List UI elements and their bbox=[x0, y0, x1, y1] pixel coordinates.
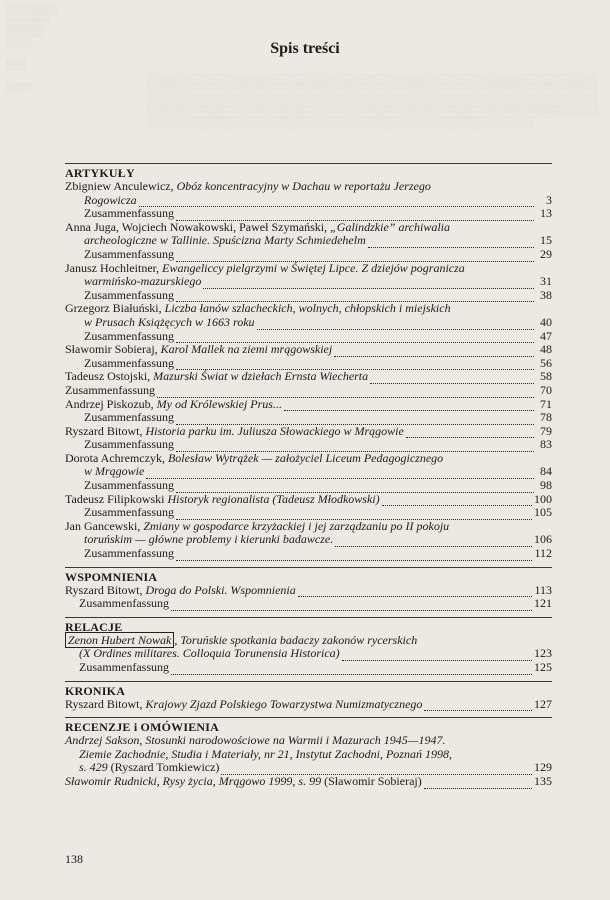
toc-entry-line2 bbox=[65, 194, 552, 208]
leader-dots bbox=[382, 496, 532, 506]
summary-page: 78 bbox=[540, 410, 552, 425]
summary-label: Zusammenfassung bbox=[84, 207, 174, 221]
entry-author: Sławomir Sobieraj, bbox=[65, 343, 158, 357]
entry-author: Ryszard Bitowt, bbox=[65, 697, 143, 711]
toc-entry-line1 bbox=[65, 262, 552, 276]
entry-author: Grzegorz Białuński, bbox=[65, 301, 162, 316]
bleed-through-text: ░░░░░░░░░░░░░░░░░░░░░░░░░░░░░░░░░░░░░░░░░░░░░░░░░░░░░░░░░░░░░░░░ ░░░░░░░░░░░░░░░░░░░░░░░░░░░░░░░░░░░░░░░░░░░░░░░░░░░░░░░░░░░░░░░░ ░░░░░░░░░░░░░░░░░░░░░░░░░░░░░░░░░░░░░░░░░░░░░░░░░░░░░░░░░░░░░░░░ ░░░░░░░░░░░░░░░░░░░░░░░░░░░░░░░░░░░░░░░░░░░░░░░░░░░░░░░░░░░░░░░░ ░░░░░░░░░░░░░░░░░░░░░░░░░░░░░░░░░░░░░░░░░░░░░░░░░░░░░░░ bbox=[145, 74, 599, 129]
entry-page: 106 bbox=[534, 532, 552, 547]
toc-item bbox=[65, 302, 552, 343]
summary-entry bbox=[65, 289, 552, 303]
summary-label: Zusammenfassung bbox=[79, 597, 169, 611]
leader-dots bbox=[176, 360, 534, 370]
entry-title: My od Królewskiej Prus... bbox=[156, 397, 282, 411]
review-title: Sławomir Rudnicki, Rysy życia, Mrągowo 1999, s. 99 bbox=[65, 774, 322, 788]
summary-page: 38 bbox=[540, 287, 552, 302]
entry-page: 71 bbox=[540, 396, 552, 411]
leader-dots bbox=[284, 401, 534, 411]
toc-entry-line2 bbox=[65, 316, 552, 330]
summary-entry bbox=[65, 248, 552, 262]
summary-entry bbox=[65, 506, 552, 520]
entry-title: Krajowy Zjazd Polskiego Towarzystwa Numizmatycznego bbox=[145, 697, 423, 711]
bleed-through-margin: ░░░░░░░░ ░░░░░░░ ░░░░░░ ░░░░ ░░░ ░░░░ bbox=[6, 4, 58, 91]
entry-author: Jan Gancewski, bbox=[65, 518, 141, 533]
toc-entry bbox=[65, 425, 552, 439]
summary-entry bbox=[65, 661, 552, 675]
entry-page: 48 bbox=[540, 342, 552, 357]
summary-label: Zusammenfassung bbox=[79, 661, 169, 674]
section-heading: ARTYKUŁY bbox=[65, 166, 135, 180]
toc-item bbox=[65, 452, 552, 493]
leader-dots bbox=[203, 279, 534, 289]
summary-label: Zusammenfassung bbox=[84, 329, 174, 343]
review-reviewer: (Ryszard Tomkiewicz) bbox=[110, 761, 220, 775]
entry-title: Historyk regionalista (Tadeusz Młodkowski) bbox=[167, 492, 380, 506]
review-pages: s. 429 bbox=[79, 761, 108, 775]
leader-dots bbox=[257, 320, 534, 330]
entry-page: 40 bbox=[540, 314, 552, 329]
toc-item bbox=[65, 180, 552, 221]
toc-entry-line1 bbox=[65, 452, 552, 466]
entry-title: Bolesław Wytrążek — założyciel Liceum Pedagogicznego bbox=[167, 450, 444, 465]
toc-entry-line1 bbox=[65, 180, 552, 194]
summary-page: 83 bbox=[540, 437, 552, 452]
review-entry bbox=[65, 775, 552, 789]
entry-page: 31 bbox=[540, 274, 552, 289]
toc-entry-line2 bbox=[65, 533, 552, 547]
leader-dots bbox=[157, 388, 534, 398]
summary-label: Zusammenfassung bbox=[84, 479, 174, 493]
leader-dots bbox=[171, 601, 532, 611]
review-line: Andrzej Sakson, Stosunki narodowościowe na Warmii i Mazurach 1945—1947. bbox=[65, 733, 446, 748]
entry-page: 15 bbox=[540, 233, 552, 248]
leader-dots bbox=[370, 374, 534, 384]
entry-title-cont: warmińsko-mazurskiego bbox=[84, 275, 202, 289]
leader-dots bbox=[368, 238, 534, 248]
leader-dots bbox=[298, 587, 533, 597]
summary-entry bbox=[65, 438, 552, 452]
table-of-contents bbox=[65, 163, 552, 789]
section-kronika bbox=[65, 681, 552, 712]
toc-item bbox=[65, 425, 552, 452]
entry-author: Ryszard Bitowt, bbox=[65, 424, 143, 438]
entry-page: 113 bbox=[534, 582, 552, 597]
toc-item bbox=[65, 221, 552, 262]
toc-entry-line1 bbox=[65, 302, 552, 316]
entry-page: 123 bbox=[534, 646, 552, 661]
summary-entry bbox=[65, 207, 552, 221]
entry-title: Historia parku im. Juliusza Słowackiego w Mrągowie bbox=[145, 424, 404, 438]
summary-label: Zusammenfassung bbox=[84, 288, 174, 302]
toc-entry-line1 bbox=[65, 221, 552, 235]
entry-title: Droga do Polski. Wspomnienia bbox=[145, 583, 296, 597]
summary-page: 105 bbox=[534, 505, 552, 520]
entry-author: Tadeusz Filipkowski bbox=[65, 492, 165, 506]
entry-title-cont: w Prusach Książęcych w 1663 roku bbox=[84, 315, 255, 329]
summary-page: 121 bbox=[534, 596, 552, 611]
summary-label: Zusammenfassung bbox=[84, 506, 174, 520]
toc-item bbox=[65, 398, 552, 425]
summary-page: 13 bbox=[540, 206, 552, 221]
entry-page: 84 bbox=[540, 464, 552, 479]
review-entry bbox=[65, 761, 552, 775]
section-relacje bbox=[65, 617, 552, 675]
entry-title: „Galindzkie” archiwalia bbox=[330, 219, 451, 234]
entry-title: Karol Mallek na ziemi mrągowskiej bbox=[160, 343, 333, 357]
leader-dots bbox=[342, 651, 532, 661]
leader-dots bbox=[176, 415, 534, 425]
summary-label: Zusammenfassung bbox=[84, 438, 174, 452]
summary-label: Zusammenfassung bbox=[84, 247, 174, 261]
toc-entry bbox=[65, 370, 552, 384]
entry-title-cont: Rogowicza bbox=[84, 193, 137, 207]
review-reviewer: (Sławomir Sobieraj) bbox=[324, 774, 422, 788]
page-title: Spis treści bbox=[270, 40, 340, 57]
entry-author-highlighted: Zenon Hubert Nowak bbox=[65, 632, 174, 648]
toc-item bbox=[65, 343, 552, 370]
toc-entry-line2 bbox=[65, 275, 552, 289]
toc-entry-line2 bbox=[65, 465, 552, 479]
section-recenzje bbox=[65, 717, 552, 788]
toc-entry bbox=[65, 493, 552, 507]
leader-dots bbox=[424, 701, 532, 711]
summary-entry bbox=[65, 330, 552, 344]
summary-page: 125 bbox=[534, 660, 552, 674]
entry-author: Ryszard Bitowt, bbox=[65, 583, 143, 597]
summary-page: 112 bbox=[534, 546, 552, 561]
toc-item bbox=[65, 493, 552, 520]
toc-entry-line2 bbox=[65, 234, 552, 248]
summary-page: 47 bbox=[540, 328, 552, 343]
summary-label: Zusammenfassung bbox=[65, 383, 155, 397]
leader-dots bbox=[176, 333, 534, 343]
entry-author: Andrzej Piskozub, bbox=[65, 397, 154, 411]
entry-page: 3 bbox=[546, 192, 552, 207]
summary-entry bbox=[65, 411, 552, 425]
entry-page: 100 bbox=[534, 491, 552, 506]
leader-dots bbox=[335, 537, 532, 547]
toc-entry-line1 bbox=[65, 520, 552, 534]
entry-list bbox=[65, 180, 552, 561]
toc-entry bbox=[65, 343, 552, 357]
section-heading: RELACJE bbox=[65, 619, 123, 634]
section-heading: KRONIKA bbox=[65, 683, 126, 698]
summary-page: 70 bbox=[540, 382, 552, 397]
summary-entry bbox=[65, 547, 552, 561]
entry-author: Zbigniew Anculewicz, bbox=[65, 179, 174, 193]
entry-title-cont: (X Ordines militares. Colloquia Torunensia Historica) bbox=[79, 647, 340, 661]
toc-entry-line1 bbox=[65, 634, 552, 648]
toc-item bbox=[65, 262, 552, 303]
entry-page: 135 bbox=[534, 773, 552, 788]
summary-page: 98 bbox=[540, 478, 552, 493]
leader-dots bbox=[139, 197, 534, 207]
entry-page: 129 bbox=[534, 760, 552, 775]
page-number: 138 bbox=[65, 852, 83, 866]
toc-item bbox=[65, 520, 552, 561]
entry-title: Obóz koncentracyjny w Dachau w reportażu Jerzego bbox=[176, 179, 431, 193]
leader-dots bbox=[176, 551, 532, 561]
entry-author: Anna Juga, Wojciech Nowakowski, Paweł Szymański, bbox=[65, 219, 328, 234]
entry-title: Liczba łanów szlacheckich, wolnych, chłopskich i miejskich bbox=[164, 301, 451, 316]
toc-item bbox=[65, 370, 552, 397]
leader-dots bbox=[171, 665, 532, 675]
leader-dots bbox=[176, 483, 534, 493]
toc-entry bbox=[65, 398, 552, 412]
leader-dots bbox=[334, 347, 534, 357]
entry-author: Tadeusz Ostojski, bbox=[65, 370, 151, 384]
leader-dots bbox=[406, 428, 534, 438]
summary-page: 29 bbox=[540, 246, 552, 261]
leader-dots bbox=[424, 779, 532, 789]
entry-page: 58 bbox=[540, 369, 552, 384]
entry-title: Mazurski Świat w dziełach Ernsta Wiecherta bbox=[153, 370, 369, 384]
entry-page: 127 bbox=[534, 696, 552, 711]
section-heading: WSPOMNIENIA bbox=[65, 569, 158, 584]
section-wspomnienia bbox=[65, 567, 552, 611]
summary-entry bbox=[65, 357, 552, 371]
entry-title: Zmiany w gospodarce krzyżackiej i jej zarządzaniu po II pokoju bbox=[143, 518, 450, 533]
summary-entry bbox=[65, 384, 552, 398]
leader-dots bbox=[221, 765, 532, 775]
summary-label: Zusammenfassung bbox=[84, 547, 174, 561]
entry-title-cont: w Mrągowie bbox=[84, 465, 145, 479]
summary-label: Zusammenfassung bbox=[84, 411, 174, 425]
toc-entry bbox=[65, 584, 552, 598]
review-line: Ziemie Zachodnie, Studia i Materiały, nr 21, Instytut Zachodni, Poznań 1998, bbox=[79, 746, 452, 761]
section-heading: RECENZJE i OMÓWIENIA bbox=[65, 720, 220, 735]
section-artykuly bbox=[65, 163, 552, 561]
entry-title: , Toruńskie spotkania badaczy zakonów rycerskich bbox=[174, 632, 418, 647]
entry-title: Ewangeliccy pielgrzymi w Świętej Lipce. Z dziejów pogranicza bbox=[162, 260, 465, 275]
summary-entry bbox=[65, 597, 552, 611]
summary-label: Zusammenfassung bbox=[84, 356, 174, 370]
summary-page: 56 bbox=[540, 355, 552, 370]
entry-page: 79 bbox=[540, 423, 552, 438]
toc-entry bbox=[65, 698, 552, 712]
toc-entry-line2 bbox=[65, 647, 552, 661]
leader-dots bbox=[146, 469, 534, 479]
entry-author: Dorota Achremczyk, bbox=[65, 450, 165, 465]
entry-title-cont: archeologiczne w Tallinie. Spuścizna Marty Schmiedehelm bbox=[84, 234, 366, 248]
entry-author: Janusz Hochleitner, bbox=[65, 260, 160, 275]
summary-entry bbox=[65, 479, 552, 493]
entry-title-cont: toruńskim — główne problemy i kierunki badawcze. bbox=[84, 533, 334, 547]
